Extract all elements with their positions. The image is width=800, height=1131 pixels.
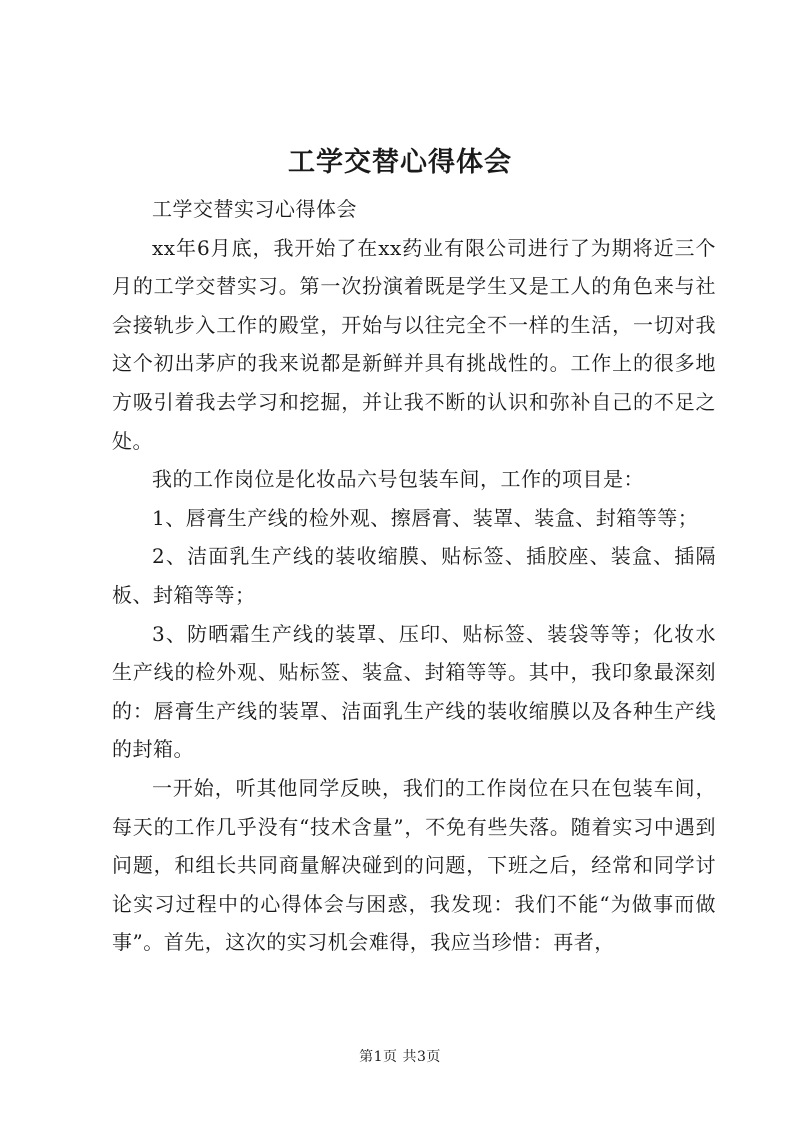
- paragraph-subtitle: 工学交替实习心得体会: [152, 197, 357, 221]
- paragraph-item-2: 2、洁面乳生产线的装收缩膜、贴标签、插胶座、装盒、插隔板、封箱等等；: [112, 544, 716, 607]
- document-body: [112, 190, 716, 962]
- paragraph-job-position: 我的工作岗位是化妆品六号包装车间，工作的项目是：: [152, 467, 644, 492]
- paragraph-item-3: 3、防晒霜生产线的装罩、压印、贴标签、装袋等等；化妆水生产线的检外观、贴标签、装盒、封箱等等。其中，我印象最深刻的：唇膏生产线的装罩、洁面乳生产线的装收缩膜以及各种生产线的封箱。: [112, 621, 716, 762]
- page-title: 工学交替心得体会: [288, 147, 512, 178]
- paragraph-reflection: 一开始，听其他同学反映，我们的工作岗位在只在包装车间，每天的工作几乎没有“技术含量”，不免有些失落。随着实习中遇到问题，和组长共同商量解决碰到的问题，下班之后，经常和同学讨论实习过程中的心得体会与困惑，我发现：我们不能“为做事而做事”。首先，这次的实习机会难得，我应当珍惜：再者，: [112, 775, 716, 955]
- page-number-footer: 第1页 共3页: [359, 1049, 441, 1065]
- paragraph-item-1: 1、唇膏生产线的检外观、擦唇膏、装罩、装盒、封箱等等；: [152, 505, 699, 530]
- paragraph-intro: xx年6月底，我开始了在xx药业有限公司进行了为期将近三个月的工学交替实习。第一次扮演着既是学生又是工人的角色来与社会接轨步入工作的殿堂，开始与以往完全不一样的生活，一切对我这个初出茅庐的我来说都是新鲜并具有挑战性的。工作上的很多地方吸引着我去学习和挖掘，并让我不断的认识和弥补自己的不足之处。: [112, 235, 716, 453]
